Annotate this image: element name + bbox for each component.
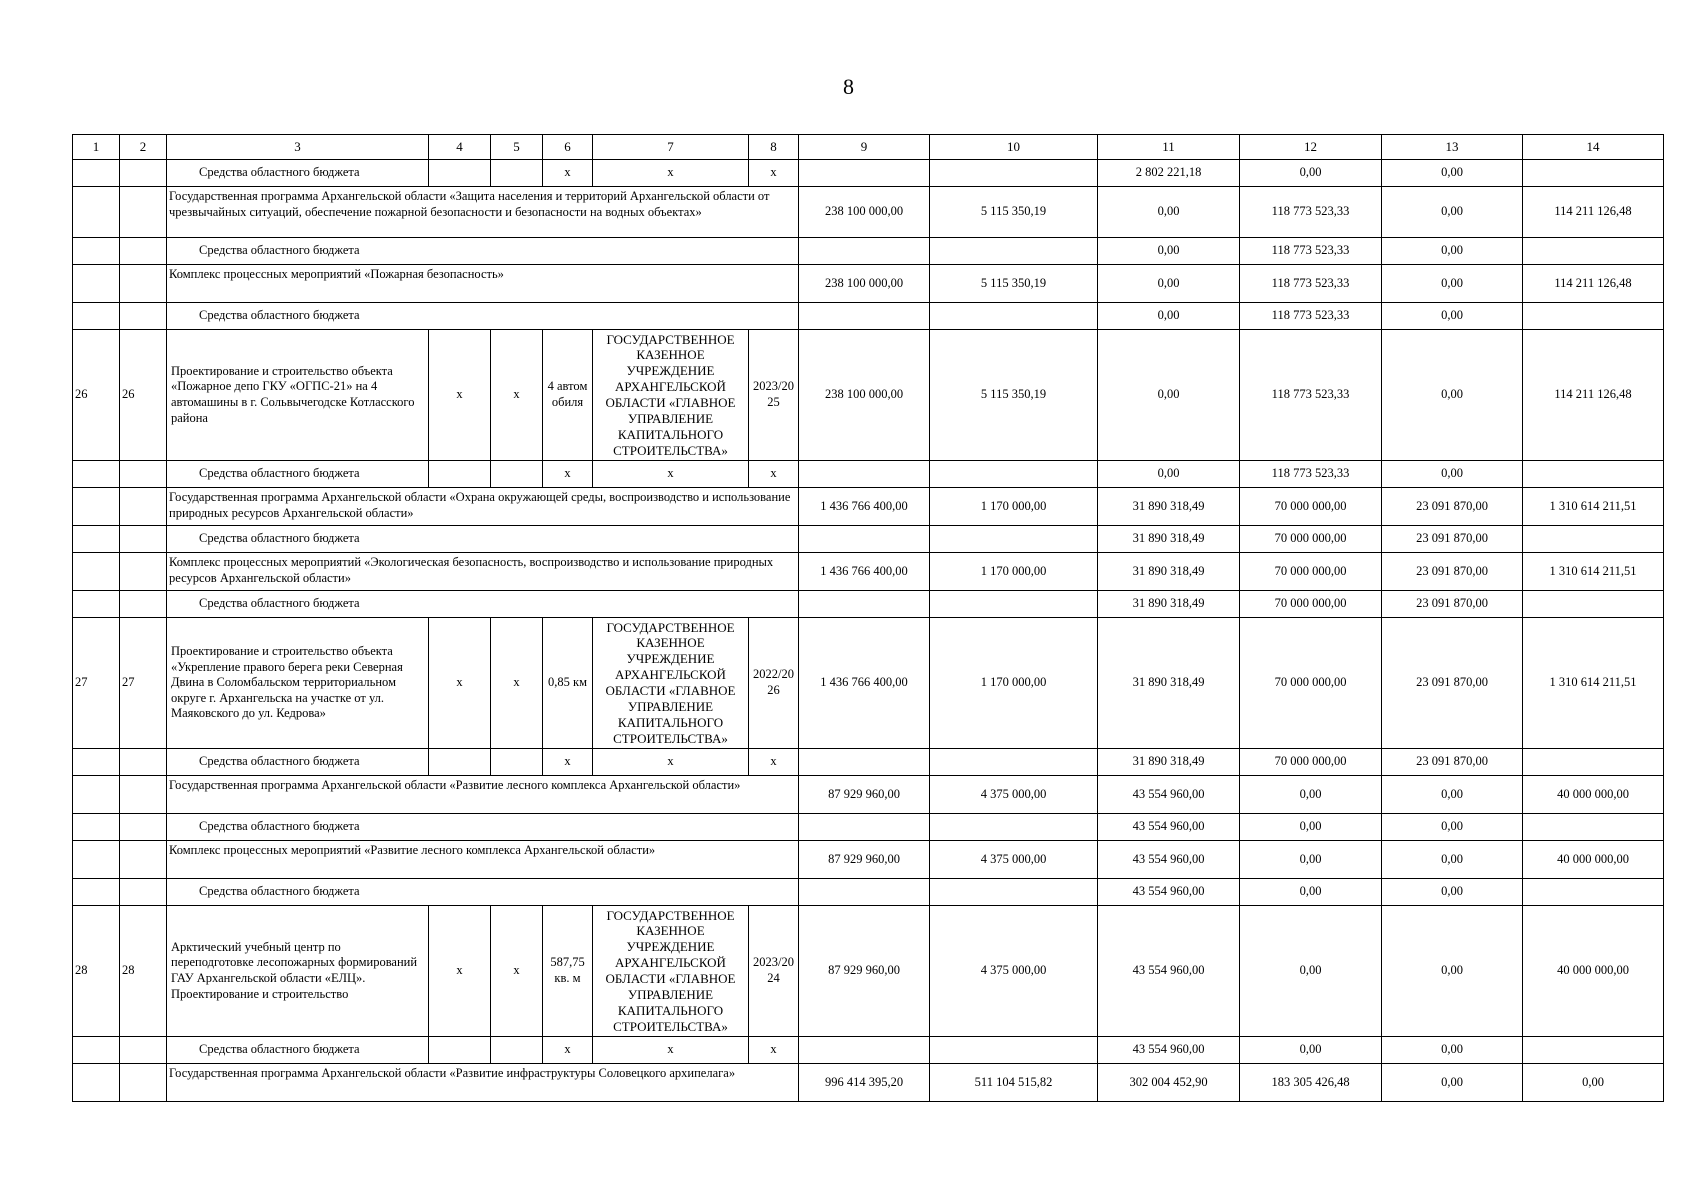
marker-cell: х bbox=[593, 160, 749, 187]
empty-cell bbox=[120, 749, 167, 776]
amount-cell bbox=[799, 1037, 930, 1064]
amount-cell: 87 929 960,00 bbox=[799, 906, 930, 1037]
empty-cell bbox=[73, 776, 120, 814]
amount-cell bbox=[1523, 749, 1664, 776]
amount-cell bbox=[1523, 1037, 1664, 1064]
amount-cell: 0,00 bbox=[1240, 814, 1382, 841]
budget-table bbox=[72, 134, 1664, 1102]
customer-cell: ГОСУДАРСТВЕННОЕ КАЗЕННОЕ УЧРЕЖДЕНИЕ АРХАНГЕЛЬСКОЙ ОБЛАСТИ «ГЛАВНОЕ УПРАВЛЕНИЕ КАПИТАЛЬНОГО СТРОИТЕЛЬСТВА» bbox=[593, 618, 749, 749]
amount-cell: 5 115 350,19 bbox=[930, 330, 1098, 461]
amount-cell: 1 436 766 400,00 bbox=[799, 618, 930, 749]
capacity-cell: 0,85 км bbox=[543, 618, 593, 749]
amount-cell: 23 091 870,00 bbox=[1382, 553, 1523, 591]
amount-cell: 43 554 960,00 bbox=[1098, 906, 1240, 1037]
amount-cell: 70 000 000,00 bbox=[1240, 749, 1382, 776]
funding-source-label: Средства областного бюджета bbox=[167, 749, 429, 776]
marker-cell bbox=[429, 461, 491, 488]
empty-cell bbox=[73, 553, 120, 591]
empty-cell bbox=[120, 265, 167, 303]
marker-cell: х bbox=[749, 749, 799, 776]
funding-source-row bbox=[73, 749, 1664, 776]
amount-cell: 0,00 bbox=[1098, 303, 1240, 330]
program-row bbox=[73, 187, 1664, 238]
empty-cell bbox=[120, 461, 167, 488]
amount-cell: 40 000 000,00 bbox=[1523, 906, 1664, 1037]
amount-cell: 31 890 318,49 bbox=[1098, 526, 1240, 553]
program-title: Государственная программа Архангельской области «Развитие лесного комплекса Архангельской области» bbox=[167, 776, 799, 814]
funding-source-label: Средства областного бюджета bbox=[167, 591, 799, 618]
funding-source-label: Средства областного бюджета bbox=[167, 814, 799, 841]
amount-cell bbox=[799, 879, 930, 906]
amount-cell: 1 170 000,00 bbox=[930, 553, 1098, 591]
amount-cell bbox=[799, 526, 930, 553]
marker-cell: х bbox=[749, 461, 799, 488]
amount-cell: 118 773 523,33 bbox=[1240, 265, 1382, 303]
header-cell: 8 bbox=[749, 135, 799, 160]
header-cell: 6 bbox=[543, 135, 593, 160]
capacity-cell: 587,75 кв. м bbox=[543, 906, 593, 1037]
funding-source-row bbox=[73, 160, 1664, 187]
amount-cell: 511 104 515,82 bbox=[930, 1064, 1098, 1102]
amount-cell: 114 211 126,48 bbox=[1523, 265, 1664, 303]
amount-cell: 31 890 318,49 bbox=[1098, 618, 1240, 749]
marker-cell: х bbox=[593, 749, 749, 776]
empty-cell bbox=[120, 553, 167, 591]
funding-source-label: Средства областного бюджета bbox=[167, 1037, 429, 1064]
amount-cell bbox=[1523, 526, 1664, 553]
program-title: Государственная программа Архангельской области «Защита населения и территорий Архангельской области от чрезвычайных ситуаций, обеспечение пожарной безопасности и безопасности на водных объектах» bbox=[167, 187, 799, 238]
amount-cell: 70 000 000,00 bbox=[1240, 591, 1382, 618]
program-title: Государственная программа Архангельской области «Развитие инфраструктуры Соловецкого архипелага» bbox=[167, 1064, 799, 1102]
amount-cell: 0,00 bbox=[1382, 776, 1523, 814]
program-row bbox=[73, 265, 1664, 303]
amount-cell: 4 375 000,00 bbox=[930, 841, 1098, 879]
empty-cell bbox=[120, 488, 167, 526]
amount-cell: 70 000 000,00 bbox=[1240, 488, 1382, 526]
amount-cell: 0,00 bbox=[1523, 1064, 1664, 1102]
funding-source-label: Средства областного бюджета bbox=[167, 879, 799, 906]
object-number: 26 bbox=[120, 330, 167, 461]
marker-cell bbox=[429, 160, 491, 187]
empty-cell bbox=[120, 1064, 167, 1102]
empty-cell bbox=[120, 591, 167, 618]
amount-cell: 70 000 000,00 bbox=[1240, 553, 1382, 591]
empty-cell bbox=[120, 1037, 167, 1064]
program-row bbox=[73, 776, 1664, 814]
amount-cell: 0,00 bbox=[1240, 841, 1382, 879]
funding-source-row bbox=[73, 591, 1664, 618]
amount-cell: 0,00 bbox=[1382, 265, 1523, 303]
amount-cell: 2 802 221,18 bbox=[1098, 160, 1240, 187]
amount-cell: 1 436 766 400,00 bbox=[799, 488, 930, 526]
object-name: Проектирование и строительство объекта «Пожарное депо ГКУ «ОГПС-21» на 4 автомашины в г. Сольвычегодске Котласского района bbox=[167, 330, 429, 461]
amount-cell: 238 100 000,00 bbox=[799, 330, 930, 461]
amount-cell: 302 004 452,90 bbox=[1098, 1064, 1240, 1102]
marker-cell: х bbox=[491, 330, 543, 461]
empty-cell bbox=[73, 879, 120, 906]
header-cell: 1 bbox=[73, 135, 120, 160]
marker-cell: х bbox=[543, 749, 593, 776]
amount-cell bbox=[1523, 591, 1664, 618]
amount-cell: 23 091 870,00 bbox=[1382, 488, 1523, 526]
object-row bbox=[73, 906, 1664, 1037]
amount-cell bbox=[799, 303, 930, 330]
object-number: 28 bbox=[120, 906, 167, 1037]
amount-cell: 0,00 bbox=[1098, 187, 1240, 238]
object-name: Проектирование и строительство объекта «Укрепление правого берега реки Северная Двина в Соломбальском территориальном округе г. Архангельска на участке от ул. Маяковского до ул. Кедрова» bbox=[167, 618, 429, 749]
amount-cell: 5 115 350,19 bbox=[930, 187, 1098, 238]
header-cell: 10 bbox=[930, 135, 1098, 160]
amount-cell: 87 929 960,00 bbox=[799, 841, 930, 879]
marker-cell bbox=[491, 749, 543, 776]
marker-cell bbox=[429, 749, 491, 776]
amount-cell: 0,00 bbox=[1240, 776, 1382, 814]
amount-cell: 118 773 523,33 bbox=[1240, 238, 1382, 265]
amount-cell: 4 375 000,00 bbox=[930, 906, 1098, 1037]
marker-cell bbox=[491, 160, 543, 187]
object-name: Арктический учебный центр по переподготовке лесопожарных формирований ГАУ Архангельской области «ЕЛЦ». Проектирование и строительство bbox=[167, 906, 429, 1037]
amount-cell: 43 554 960,00 bbox=[1098, 879, 1240, 906]
amount-cell: 118 773 523,33 bbox=[1240, 330, 1382, 461]
row-number: 28 bbox=[73, 906, 120, 1037]
marker-cell: х bbox=[429, 906, 491, 1037]
amount-cell: 31 890 318,49 bbox=[1098, 591, 1240, 618]
empty-cell bbox=[120, 841, 167, 879]
empty-cell bbox=[120, 526, 167, 553]
amount-cell bbox=[799, 160, 930, 187]
amount-cell bbox=[930, 749, 1098, 776]
amount-cell bbox=[930, 526, 1098, 553]
amount-cell: 1 310 614 211,51 bbox=[1523, 553, 1664, 591]
capacity-cell: 4 автом обиля bbox=[543, 330, 593, 461]
amount-cell bbox=[930, 814, 1098, 841]
amount-cell: 118 773 523,33 bbox=[1240, 461, 1382, 488]
amount-cell: 0,00 bbox=[1382, 238, 1523, 265]
period-cell: 2023/20 25 bbox=[749, 330, 799, 461]
amount-cell: 118 773 523,33 bbox=[1240, 303, 1382, 330]
amount-cell: 40 000 000,00 bbox=[1523, 776, 1664, 814]
amount-cell: 0,00 bbox=[1382, 1064, 1523, 1102]
marker-cell bbox=[491, 461, 543, 488]
marker-cell: х bbox=[429, 618, 491, 749]
empty-cell bbox=[120, 238, 167, 265]
funding-source-row bbox=[73, 303, 1664, 330]
empty-cell bbox=[73, 303, 120, 330]
amount-cell: 996 414 395,20 bbox=[799, 1064, 930, 1102]
amount-cell: 0,00 bbox=[1382, 303, 1523, 330]
program-title: Государственная программа Архангельской области «Охрана окружающей среды, воспроизводство и использование природных ресурсов Архангельской области» bbox=[167, 488, 799, 526]
funding-source-row bbox=[73, 1037, 1664, 1064]
amount-cell: 0,00 bbox=[1382, 814, 1523, 841]
amount-cell: 0,00 bbox=[1240, 906, 1382, 1037]
object-row bbox=[73, 330, 1664, 461]
empty-cell bbox=[120, 303, 167, 330]
amount-cell bbox=[1523, 879, 1664, 906]
header-cell: 11 bbox=[1098, 135, 1240, 160]
amount-cell: 23 091 870,00 bbox=[1382, 526, 1523, 553]
amount-cell bbox=[930, 238, 1098, 265]
amount-cell: 238 100 000,00 bbox=[799, 187, 930, 238]
amount-cell: 23 091 870,00 bbox=[1382, 618, 1523, 749]
amount-cell: 183 305 426,48 bbox=[1240, 1064, 1382, 1102]
amount-cell: 0,00 bbox=[1382, 160, 1523, 187]
empty-cell bbox=[73, 749, 120, 776]
header-cell: 4 bbox=[429, 135, 491, 160]
marker-cell bbox=[429, 1037, 491, 1064]
customer-cell: ГОСУДАРСТВЕННОЕ КАЗЕННОЕ УЧРЕЖДЕНИЕ АРХАНГЕЛЬСКОЙ ОБЛАСТИ «ГЛАВНОЕ УПРАВЛЕНИЕ КАПИТАЛЬНОГО СТРОИТЕЛЬСТВА» bbox=[593, 330, 749, 461]
amount-cell bbox=[1523, 461, 1664, 488]
marker-cell: х bbox=[593, 1037, 749, 1064]
marker-cell: х bbox=[429, 330, 491, 461]
funding-source-row bbox=[73, 461, 1664, 488]
amount-cell: 0,00 bbox=[1382, 879, 1523, 906]
amount-cell bbox=[799, 749, 930, 776]
amount-cell: 1 170 000,00 bbox=[930, 618, 1098, 749]
amount-cell: 0,00 bbox=[1098, 265, 1240, 303]
empty-cell bbox=[73, 841, 120, 879]
marker-cell: х bbox=[491, 618, 543, 749]
funding-source-row bbox=[73, 814, 1664, 841]
amount-cell: 40 000 000,00 bbox=[1523, 841, 1664, 879]
amount-cell: 70 000 000,00 bbox=[1240, 618, 1382, 749]
empty-cell bbox=[73, 1064, 120, 1102]
amount-cell: 114 211 126,48 bbox=[1523, 330, 1664, 461]
object-number: 27 bbox=[120, 618, 167, 749]
marker-cell: х bbox=[543, 461, 593, 488]
amount-cell: 31 890 318,49 bbox=[1098, 749, 1240, 776]
amount-cell: 0,00 bbox=[1382, 906, 1523, 1037]
funding-source-row bbox=[73, 238, 1664, 265]
funding-source-row bbox=[73, 879, 1664, 906]
amount-cell: 1 436 766 400,00 bbox=[799, 553, 930, 591]
amount-cell: 43 554 960,00 bbox=[1098, 814, 1240, 841]
program-row bbox=[73, 553, 1664, 591]
amount-cell bbox=[799, 461, 930, 488]
amount-cell: 4 375 000,00 bbox=[930, 776, 1098, 814]
amount-cell: 0,00 bbox=[1240, 160, 1382, 187]
funding-source-label: Средства областного бюджета bbox=[167, 526, 799, 553]
marker-cell bbox=[491, 1037, 543, 1064]
amount-cell: 114 211 126,48 bbox=[1523, 187, 1664, 238]
amount-cell: 0,00 bbox=[1098, 461, 1240, 488]
amount-cell: 43 554 960,00 bbox=[1098, 841, 1240, 879]
customer-cell: ГОСУДАРСТВЕННОЕ КАЗЕННОЕ УЧРЕЖДЕНИЕ АРХАНГЕЛЬСКОЙ ОБЛАСТИ «ГЛАВНОЕ УПРАВЛЕНИЕ КАПИТАЛЬНОГО СТРОИТЕЛЬСТВА» bbox=[593, 906, 749, 1037]
empty-cell bbox=[73, 591, 120, 618]
empty-cell bbox=[120, 879, 167, 906]
header-cell: 7 bbox=[593, 135, 749, 160]
marker-cell: х bbox=[749, 1037, 799, 1064]
empty-cell bbox=[73, 1037, 120, 1064]
page-number: 8 bbox=[843, 74, 854, 99]
header-cell: 9 bbox=[799, 135, 930, 160]
amount-cell: 0,00 bbox=[1098, 238, 1240, 265]
amount-cell bbox=[1523, 303, 1664, 330]
empty-cell bbox=[73, 526, 120, 553]
empty-cell bbox=[73, 238, 120, 265]
empty-cell bbox=[73, 160, 120, 187]
header-cell: 13 bbox=[1382, 135, 1523, 160]
program-row bbox=[73, 841, 1664, 879]
header-cell: 14 bbox=[1523, 135, 1664, 160]
funding-source-label: Средства областного бюджета bbox=[167, 238, 799, 265]
marker-cell: х bbox=[593, 461, 749, 488]
amount-cell: 23 091 870,00 bbox=[1382, 591, 1523, 618]
program-row bbox=[73, 488, 1664, 526]
amount-cell: 1 310 614 211,51 bbox=[1523, 488, 1664, 526]
marker-cell: х bbox=[543, 160, 593, 187]
amount-cell bbox=[799, 238, 930, 265]
row-number: 26 bbox=[73, 330, 120, 461]
amount-cell: 0,00 bbox=[1098, 330, 1240, 461]
marker-cell: х bbox=[491, 906, 543, 1037]
amount-cell bbox=[1523, 238, 1664, 265]
amount-cell: 87 929 960,00 bbox=[799, 776, 930, 814]
empty-cell bbox=[73, 461, 120, 488]
program-title: Комплекс процессных мероприятий «Пожарная безопасность» bbox=[167, 265, 799, 303]
object-row bbox=[73, 618, 1664, 749]
empty-cell bbox=[120, 814, 167, 841]
empty-cell bbox=[120, 776, 167, 814]
amount-cell bbox=[1523, 814, 1664, 841]
amount-cell: 0,00 bbox=[1382, 461, 1523, 488]
row-number: 27 bbox=[73, 618, 120, 749]
header-cell: 5 bbox=[491, 135, 543, 160]
amount-cell: 43 554 960,00 bbox=[1098, 776, 1240, 814]
amount-cell: 0,00 bbox=[1382, 1037, 1523, 1064]
empty-cell bbox=[73, 187, 120, 238]
amount-cell bbox=[930, 303, 1098, 330]
empty-cell bbox=[73, 488, 120, 526]
amount-cell: 118 773 523,33 bbox=[1240, 187, 1382, 238]
amount-cell bbox=[930, 591, 1098, 618]
amount-cell bbox=[930, 1037, 1098, 1064]
amount-cell bbox=[1523, 160, 1664, 187]
amount-cell bbox=[799, 591, 930, 618]
amount-cell: 23 091 870,00 bbox=[1382, 749, 1523, 776]
program-title: Комплекс процессных мероприятий «Развитие лесного комплекса Архангельской области» bbox=[167, 841, 799, 879]
amount-cell: 70 000 000,00 bbox=[1240, 526, 1382, 553]
amount-cell: 31 890 318,49 bbox=[1098, 488, 1240, 526]
amount-cell: 31 890 318,49 bbox=[1098, 553, 1240, 591]
amount-cell: 0,00 bbox=[1240, 879, 1382, 906]
amount-cell: 0,00 bbox=[1382, 841, 1523, 879]
period-cell: 2022/20 26 bbox=[749, 618, 799, 749]
marker-cell: х bbox=[543, 1037, 593, 1064]
amount-cell: 1 170 000,00 bbox=[930, 488, 1098, 526]
funding-source-label: Средства областного бюджета bbox=[167, 461, 429, 488]
header-cell: 12 bbox=[1240, 135, 1382, 160]
amount-cell bbox=[930, 160, 1098, 187]
amount-cell: 5 115 350,19 bbox=[930, 265, 1098, 303]
amount-cell bbox=[930, 461, 1098, 488]
funding-source-label: Средства областного бюджета bbox=[167, 160, 429, 187]
amount-cell bbox=[930, 879, 1098, 906]
header-row bbox=[73, 135, 1664, 160]
marker-cell: х bbox=[749, 160, 799, 187]
amount-cell bbox=[799, 814, 930, 841]
amount-cell: 0,00 bbox=[1382, 187, 1523, 238]
amount-cell: 0,00 bbox=[1382, 330, 1523, 461]
empty-cell bbox=[120, 160, 167, 187]
header-cell: 3 bbox=[167, 135, 429, 160]
funding-source-label: Средства областного бюджета bbox=[167, 303, 799, 330]
funding-source-row bbox=[73, 526, 1664, 553]
period-cell: 2023/20 24 bbox=[749, 906, 799, 1037]
empty-cell bbox=[73, 814, 120, 841]
amount-cell: 238 100 000,00 bbox=[799, 265, 930, 303]
amount-cell: 43 554 960,00 bbox=[1098, 1037, 1240, 1064]
amount-cell: 0,00 bbox=[1240, 1037, 1382, 1064]
empty-cell bbox=[120, 187, 167, 238]
program-row bbox=[73, 1064, 1664, 1102]
amount-cell: 1 310 614 211,51 bbox=[1523, 618, 1664, 749]
header-cell: 2 bbox=[120, 135, 167, 160]
empty-cell bbox=[73, 265, 120, 303]
program-title: Комплекс процессных мероприятий «Экологическая безопасность, воспроизводство и использование природных ресурсов Архангельской области» bbox=[167, 553, 799, 591]
